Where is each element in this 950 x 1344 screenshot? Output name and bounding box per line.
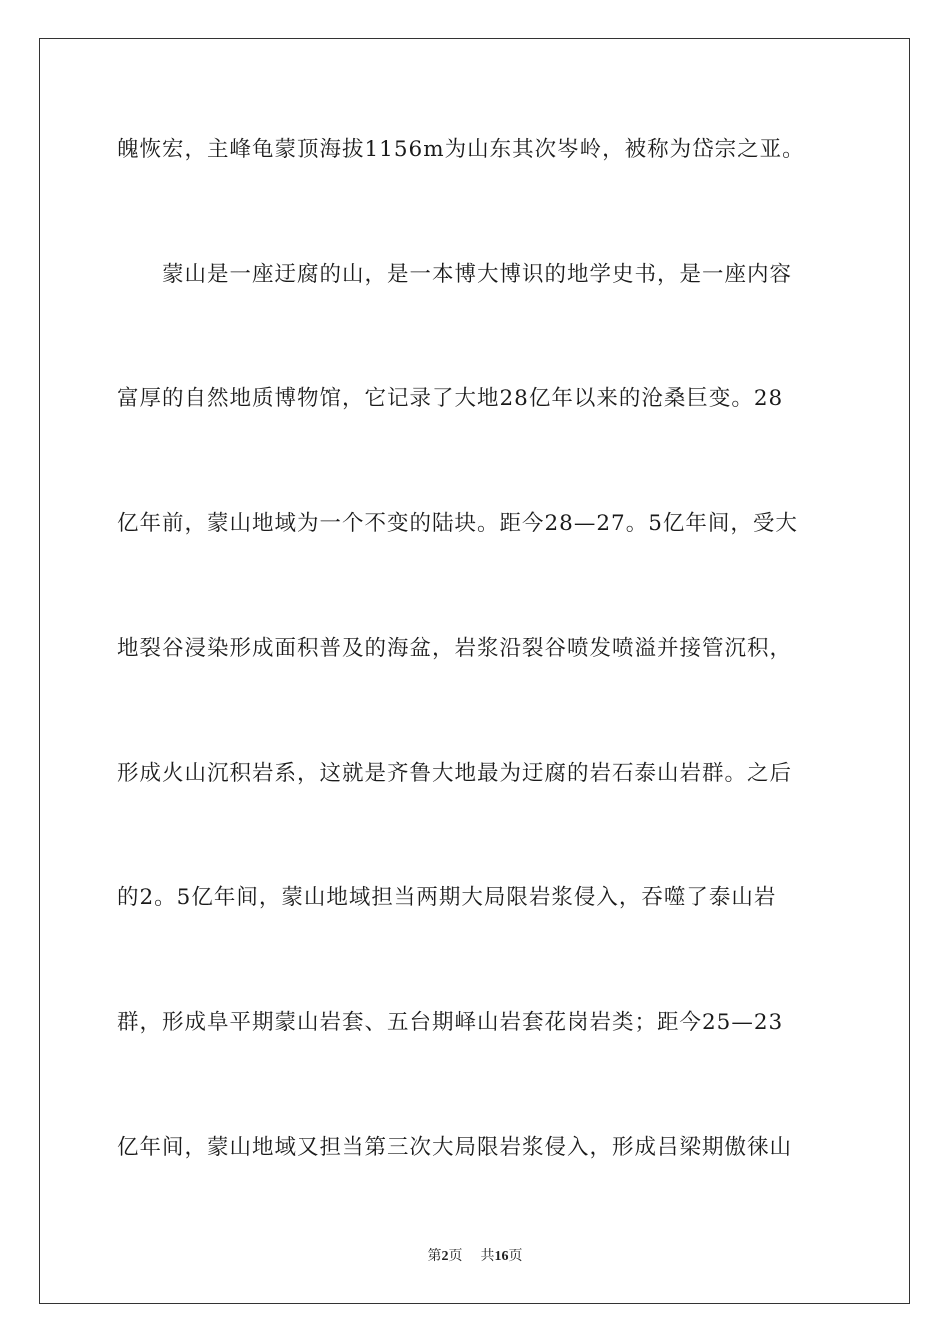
body-text-line-9: 亿年间，蒙山地域又担当第三次大局限岩浆侵入，形成吕梁期傲徕山	[117, 1135, 793, 1160]
body-text-line-1: 魄恢宏，主峰龟蒙顶海拔1156m为山东其次岑岭，被称为岱宗之亚。	[117, 137, 805, 162]
body-text-line-2: 蒙山是一座迂腐的山，是一本博大博识的地学史书，是一座内容	[117, 262, 793, 287]
page-footer	[0, 1245, 950, 1265]
page-border	[39, 38, 910, 1304]
footer-page-number: 2	[441, 1249, 449, 1264]
body-text-line-7: 的2。5亿年间，蒙山地域担当两期大局限岩浆侵入，吞噬了泰山岩	[117, 885, 777, 910]
body-text-line-6: 形成火山沉积岩系，这就是齐鲁大地最为迂腐的岩石泰山岩群。之后	[117, 761, 793, 786]
body-text-line-3: 富厚的自然地质博物馆，它记录了大地28亿年以来的沧桑巨变。28	[117, 386, 784, 411]
footer-total-pages: 16	[494, 1249, 509, 1264]
body-text-line-4: 亿年前，蒙山地域为一个不变的陆块。距今28—27。5亿年间，受大	[117, 511, 798, 536]
footer-page-suffix: 页	[448, 1249, 463, 1264]
body-text-line-5: 地裂谷浸染形成面积普及的海盆，岩浆沿裂谷喷发喷溢并接管沉积，	[117, 636, 793, 661]
footer-page-prefix: 第	[427, 1249, 442, 1264]
footer-total-prefix: 共	[480, 1249, 495, 1264]
footer-total-suffix: 页	[508, 1249, 523, 1264]
body-text-line-8: 群，形成阜平期蒙山岩套、五台期峄山岩套花岗岩类；距今25—23	[117, 1010, 784, 1035]
